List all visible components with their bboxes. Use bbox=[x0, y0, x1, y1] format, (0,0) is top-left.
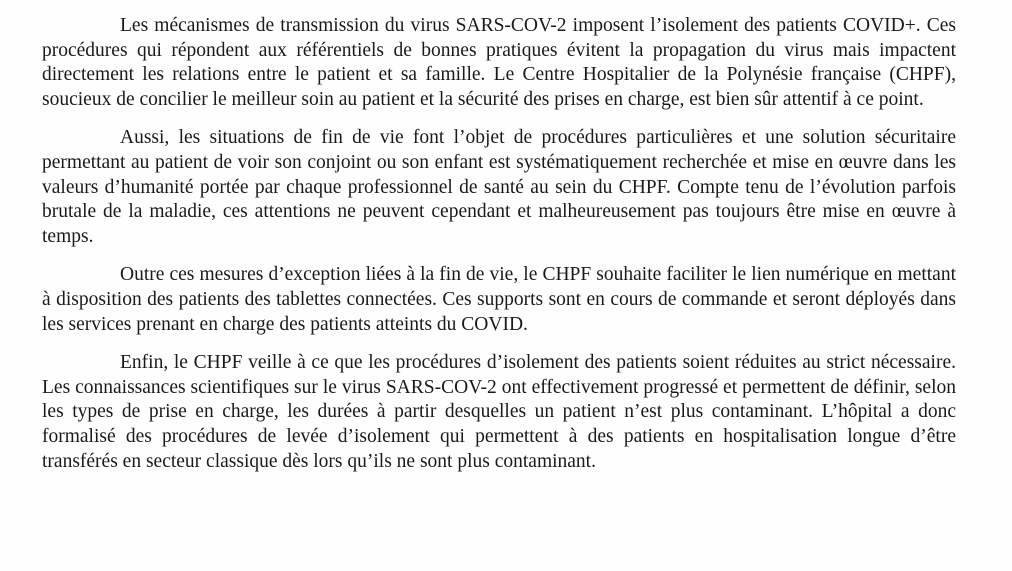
paragraph-levee-isolement: Enfin, le CHPF veille à ce que les procédures d’isolement des patients soient réduites au strict nécessaire. Les connaissances scientifiques sur le virus SARS-COV-2 ont effectivement progressé et permettent de définir, selon les types de prise en charge, les durées à partir desquelles un patient n’est plus contaminant. L’hôpital a donc formalisé des procédures de levée d’isolement qui permettent à des patients en hospitalisation longue d’être transférés en secteur classique dès lors qu’ils ne sont plus contaminant. bbox=[42, 352, 956, 472]
document-body bbox=[42, 14, 956, 488]
paragraph-fin-de-vie: Aussi, les situations de fin de vie font l’objet de procédures particulières et une solution sécuritaire permettant au patient de voir son conjoint ou son enfant est systématiquement recherchée et mise en œuvre dans les valeurs d’humanité portée par chaque professionnel de santé au sein du CHPF. Compte tenu de l’évolution parfois brutale de la maladie, ces attentions ne peuvent cependant et malheureusement pas toujours être mise en œuvre à temps. bbox=[42, 127, 956, 247]
paragraph-tablettes: Outre ces mesures d’exception liées à la fin de vie, le CHPF souhaite faciliter le lien numérique en mettant à disposition des patients des tablettes connectées. Ces supports sont en cours de commande et seront déployés dans les services prenant en charge des patients atteints du COVID. bbox=[42, 264, 956, 335]
paragraph-isolement: Les mécanismes de transmission du virus SARS-COV-2 imposent l’isolement des patients COVID+. Ces procédures qui répondent aux référentiels de bonnes pratiques évitent la propagation du virus mais impactent directement les relations entre le patient et sa famille. Le Centre Hospitalier de la Polynésie française (CHPF), soucieux de concilier le meilleur soin au patient et la sécurité des prises en charge, est bien sûr attentif à ce point. bbox=[42, 15, 956, 110]
